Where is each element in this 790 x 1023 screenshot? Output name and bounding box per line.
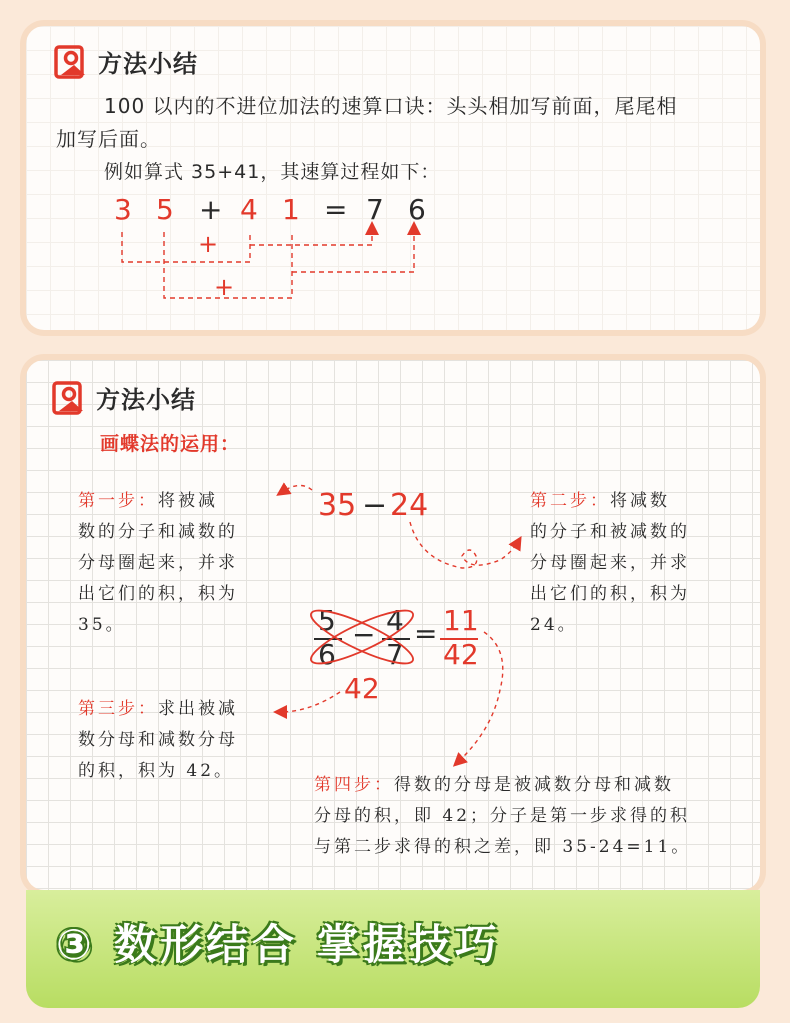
result-numerator: 11 xyxy=(443,604,479,637)
fraction1-numerator: 5 xyxy=(318,604,336,637)
denominator-product-42: 42 xyxy=(344,672,380,705)
example-line: 例如算式 35+41，其速算过程如下： xyxy=(104,161,441,183)
rule-line-1: 100 以内的不进位加法的速算口诀：头头相加写前面，尾尾相 xyxy=(104,94,678,118)
step3-label: 第三步： xyxy=(78,699,158,719)
fraction-minus: − xyxy=(352,618,376,651)
card2-title: 方法小结 xyxy=(96,386,196,414)
step3-text: 第三步：求出被减 数分母和减数分母 的积，积为 42。 xyxy=(78,699,238,781)
banner-title: ③ 数形结合 掌握技巧 xyxy=(56,920,501,969)
step2-label: 第二步： xyxy=(530,491,610,511)
rule-line-2: 加写后面。 xyxy=(56,127,161,151)
step4-text: 第四步：得数的分母是被减数分母和减数 分母的积，即 42；分子是第一步求得的积 与第二步求得的积之差，即 35-24=11。 xyxy=(314,775,692,857)
plus-lower: + xyxy=(214,273,235,301)
step1-label: 第一步： xyxy=(78,491,158,511)
plus-upper: + xyxy=(198,230,219,258)
equals-sign: = xyxy=(324,193,348,226)
card1-title: 方法小结 xyxy=(98,50,198,78)
step2-text: 第二步：将减数 的分子和被减数的 分母圈起来，并求 出它们的积，积为 24。 xyxy=(530,491,690,635)
fraction2-numerator: 4 xyxy=(386,604,404,637)
butterfly-method-subtitle: 画蝶法的运用： xyxy=(100,433,241,455)
top-minus: − xyxy=(362,488,388,523)
digit-4: 4 xyxy=(240,193,258,226)
fraction-equals: = xyxy=(414,617,438,650)
product-24: 24 xyxy=(390,488,429,523)
fraction2-denominator: 7 xyxy=(386,638,404,671)
fraction1-denominator: 6 xyxy=(318,638,336,671)
step4-label: 第四步： xyxy=(314,775,394,795)
result-digit-6: 6 xyxy=(408,193,426,226)
digit-1: 1 xyxy=(282,193,300,226)
product-35: 35 xyxy=(318,488,357,523)
digit-3: 3 xyxy=(114,193,132,226)
digit-5: 5 xyxy=(156,193,174,226)
result-digit-7: 7 xyxy=(366,193,384,226)
step1-text: 第一步：将被减 数的分子和减数的 分母圈起来，并求 出它们的积，积为 35。 xyxy=(78,491,238,635)
plus-sign: + xyxy=(199,193,223,226)
result-denominator: 42 xyxy=(443,638,479,671)
